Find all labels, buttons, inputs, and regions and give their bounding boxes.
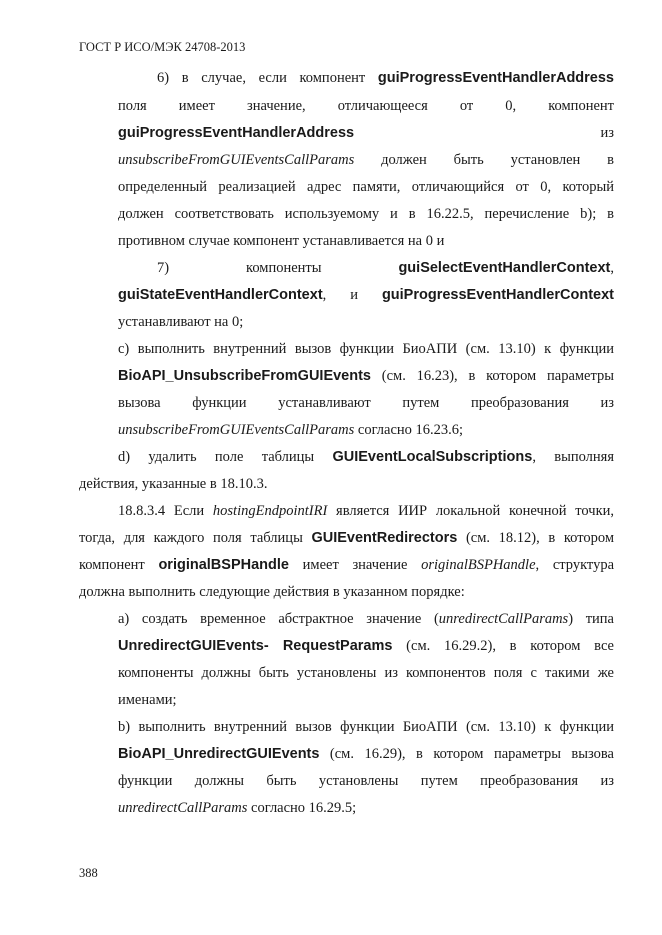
text-line xyxy=(118,393,614,413)
text-run: компонент xyxy=(79,557,159,573)
identifier-italic: unsubscribeFromGUIEventsCallParams xyxy=(118,152,355,168)
text-run: должен быть установлен в xyxy=(354,152,614,168)
text-line xyxy=(157,258,614,278)
text-line xyxy=(118,609,614,629)
page-header: ГОСТ Р ИСО/МЭК 24708-2013 xyxy=(79,40,246,54)
text-run: вызова функции устанавливают путем преобразования из xyxy=(118,395,614,411)
text-line xyxy=(118,150,614,170)
text-run: a) создать временное абстрактное значение ( xyxy=(118,611,439,627)
text-run: согласно 16.29.5; xyxy=(247,800,357,816)
text-line xyxy=(118,204,614,224)
text-line xyxy=(118,231,614,251)
text-line xyxy=(79,528,614,548)
text-line xyxy=(118,123,614,143)
text-line xyxy=(118,663,614,683)
text-line xyxy=(118,690,614,710)
text-run: 6) в случае, если компонент xyxy=(157,70,378,86)
text-run: должен соответствовать используемому и в 16.22.5, перечисление b); в xyxy=(118,206,614,222)
text-line xyxy=(118,366,614,386)
identifier-bold: originalBSPHandle xyxy=(158,557,289,573)
text-line xyxy=(118,501,614,521)
identifier-bold: BioAPI_UnsubscribeFromGUIEvents xyxy=(118,368,371,384)
text-line xyxy=(118,744,614,764)
text-line xyxy=(118,177,614,197)
text-run: из xyxy=(354,125,614,141)
identifier-bold: BioAPI_UnredirectGUIEvents xyxy=(118,746,320,762)
identifier-bold: guiSelectEventHandlerContext xyxy=(398,260,611,276)
identifier-bold: guiProgressEventHandlerAddress xyxy=(377,70,614,86)
text-line xyxy=(118,285,614,305)
identifier-bold: guiStateEventHandlerContext xyxy=(118,287,323,303)
text-run: 7) компоненты xyxy=(157,260,399,276)
text-run: c) выполнить внутренний вызов функции БиоАПИ (см. 13.10) к функции xyxy=(118,341,614,357)
identifier-bold: UnredirectGUIEvents- RequestParams xyxy=(118,638,393,654)
text-run: согласно 16.23.6; xyxy=(354,422,464,438)
identifier-bold: GUIEventLocalSubscriptions xyxy=(332,449,533,465)
text-run: b) выполнить внутренний вызов функции БиоАПИ (см. 13.10) к функции xyxy=(118,719,614,735)
text-line xyxy=(118,717,614,737)
text-run: , структура xyxy=(535,557,615,573)
text-run: ) типа xyxy=(568,611,614,627)
text-line xyxy=(118,798,614,818)
identifier-italic: unsubscribeFromGUIEventsCallParams xyxy=(118,422,355,438)
page-number: 388 xyxy=(79,866,98,880)
text-run: именами; xyxy=(118,692,177,708)
text-run: поля имеет значение, отличающееся от 0, компонент xyxy=(118,98,614,114)
text-run: устанавливают на 0; xyxy=(118,314,244,330)
text-run: , xyxy=(610,260,614,276)
text-run: действия, указанные в 18.10.3. xyxy=(79,476,268,492)
text-line xyxy=(157,68,614,88)
text-line xyxy=(79,474,614,494)
text-run: 18.8.3.4 Если xyxy=(118,503,213,519)
text-run: d) удалить поле таблицы xyxy=(118,449,333,465)
text-run: (см. 16.29), в котором параметры вызова xyxy=(319,746,614,762)
text-run: (см. 18.12), в котором xyxy=(457,530,614,546)
text-line xyxy=(118,771,614,791)
text-line xyxy=(118,312,614,332)
text-run: должна выполнить следующие действия в указанном порядке: xyxy=(79,584,465,600)
text-run: , выполняя xyxy=(532,449,614,465)
text-line xyxy=(118,420,614,440)
text-line xyxy=(79,555,614,575)
text-run: функции должны быть установлены путем преобразования из xyxy=(118,773,614,789)
text-line xyxy=(79,582,614,602)
text-line xyxy=(118,339,614,359)
text-run: имеет значение xyxy=(288,557,422,573)
identifier-bold: guiProgressEventHandlerAddress xyxy=(118,125,355,141)
text-line xyxy=(118,96,614,116)
identifier-bold: guiProgressEventHandlerContext xyxy=(381,287,614,303)
text-run: определенный реализацией адрес памяти, отличающийся от 0, который xyxy=(118,179,614,195)
text-run: компоненты должны быть установлены из компонентов поля с такими же xyxy=(118,665,614,681)
identifier-bold: GUIEventRedirectors xyxy=(311,530,458,546)
text-run: противном случае компонент устанавливается на 0 и xyxy=(118,233,445,249)
identifier-italic: hostingEndpointIRI xyxy=(212,503,328,519)
text-run: , и xyxy=(322,287,382,303)
identifier-italic: unredirectCallParams xyxy=(118,800,248,816)
identifier-italic: unredirectCallParams xyxy=(438,611,569,627)
identifier-italic: originalBSPHandle xyxy=(421,557,536,573)
text-run: является ИИР локальной конечной точки, xyxy=(327,503,614,519)
text-run: (см. 16.23), в котором параметры xyxy=(371,368,614,384)
text-line xyxy=(118,636,614,656)
text-run: (см. 16.29.2), в котором все xyxy=(392,638,614,654)
text-run: тогда, для каждого поля таблицы xyxy=(79,530,312,546)
text-line xyxy=(118,447,614,467)
